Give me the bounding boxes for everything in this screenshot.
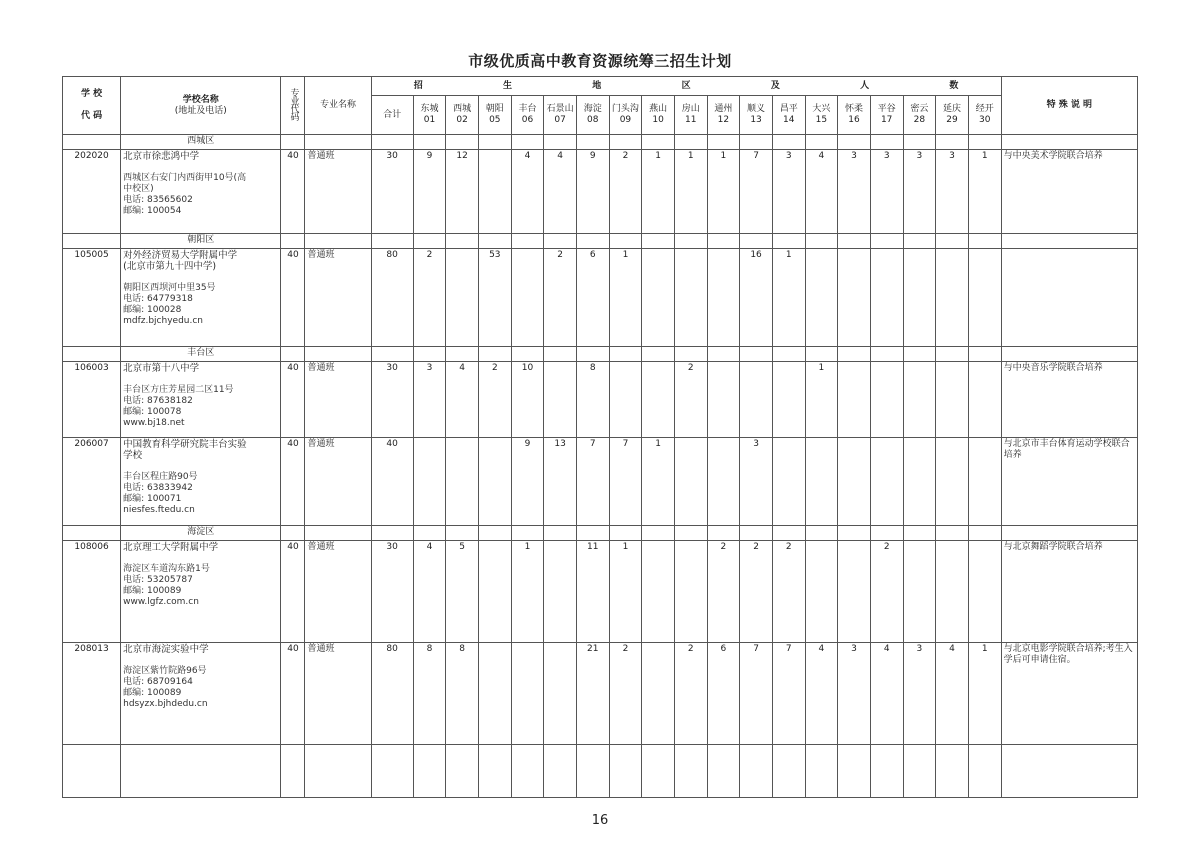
district-count: [870, 362, 903, 438]
district-count: 9: [511, 438, 544, 526]
district-name: 顺义: [747, 104, 766, 114]
district-count: 1: [642, 150, 675, 234]
district-count: 1: [805, 362, 838, 438]
district-count: [936, 438, 969, 526]
school-code: 106003: [63, 362, 121, 438]
district-name: 大兴: [812, 104, 831, 114]
admission-heading-char: 数: [949, 80, 959, 91]
school-row: [63, 438, 1138, 526]
district-count: 1: [707, 150, 740, 234]
school-row: [63, 362, 1138, 438]
school-row: [63, 541, 1138, 643]
district-name: 西城: [453, 104, 472, 114]
district-count: 2: [478, 362, 511, 438]
district-count: [642, 541, 675, 643]
address-line: 海淀区紫竹院路96号: [123, 666, 207, 676]
school-info: [121, 249, 281, 347]
total-count: 30: [371, 150, 413, 234]
school-code: 208013: [63, 643, 121, 745]
district-count: [903, 438, 936, 526]
school-code: 105005: [63, 249, 121, 347]
district-count: 6: [576, 249, 609, 347]
district-count: 1: [609, 541, 642, 643]
district-count: 8: [576, 362, 609, 438]
header-district: [642, 96, 675, 135]
header-district: [413, 96, 446, 135]
enrollment-plan-table: [62, 76, 1138, 798]
header-major-code: 专业代码: [281, 77, 305, 135]
district-code: 05: [489, 115, 501, 125]
address-line: 丰台区方庄芳星园二区11号: [123, 385, 234, 395]
district-code: 07: [554, 115, 566, 125]
district-code: 29: [946, 115, 958, 125]
district-count: 2: [413, 249, 446, 347]
school-code: 206007: [63, 438, 121, 526]
header-major-name: 专业名称: [305, 77, 371, 135]
district-count: 2: [609, 643, 642, 745]
school-name: 中国教育科学研究院丰台实验: [123, 439, 247, 450]
address-line: 邮编: 100089: [123, 586, 182, 596]
address-line: 电话: 63833942: [123, 483, 193, 493]
header-district: [707, 96, 740, 135]
header-district: [838, 96, 871, 135]
region-name: 西城区: [121, 135, 281, 150]
school-name: 北京理工大学附属中学: [123, 542, 219, 553]
total-count: 80: [371, 249, 413, 347]
district-count: 4: [413, 541, 446, 643]
district-count: [478, 150, 511, 234]
district-count: 1: [968, 643, 1001, 745]
district-count: 12: [446, 150, 479, 234]
district-count: [609, 362, 642, 438]
district-count: [707, 438, 740, 526]
district-count: 4: [870, 643, 903, 745]
district-name: 海淀: [583, 104, 602, 114]
header-district: [674, 96, 707, 135]
district-code: 10: [652, 115, 664, 125]
district-count: 53: [478, 249, 511, 347]
admission-heading-char: 人: [860, 80, 870, 91]
district-count: [968, 541, 1001, 643]
district-count: [674, 438, 707, 526]
address-line: www.lgfz.com.cn: [123, 597, 199, 607]
address-line: 西城区右安门内西街甲10号(高: [123, 173, 247, 183]
district-count: 2: [544, 249, 577, 347]
district-count: [903, 362, 936, 438]
district-code: 14: [782, 115, 795, 125]
district-count: 8: [413, 643, 446, 745]
district-count: 2: [609, 150, 642, 234]
header-district: [805, 96, 838, 135]
district-count: 6: [707, 643, 740, 745]
total-count: 30: [371, 541, 413, 643]
header-district: [576, 96, 609, 135]
address-line: 朝阳区西坝河中里35号: [123, 283, 216, 293]
header-row-1: [63, 77, 1138, 96]
district-name: 门头沟: [611, 104, 639, 114]
region-name: 丰台区: [121, 347, 281, 362]
district-count: 1: [511, 541, 544, 643]
district-count: 1: [772, 249, 805, 347]
district-count: 8: [446, 643, 479, 745]
admission-heading-char: 招: [413, 80, 423, 91]
district-count: 3: [903, 643, 936, 745]
district-count: [674, 249, 707, 347]
district-count: 3: [838, 643, 871, 745]
district-name: 房山: [681, 104, 700, 114]
district-code: 12: [717, 115, 730, 125]
school-name-line-2: (北京市第九十四中学): [123, 261, 217, 272]
special-note: 与北京舞蹈学院联合培养: [1001, 541, 1137, 643]
district-count: [413, 438, 446, 526]
total-count: 40: [371, 438, 413, 526]
district-count: 3: [936, 150, 969, 234]
district-count: 5: [446, 541, 479, 643]
total-count: 30: [371, 362, 413, 438]
district-count: [478, 541, 511, 643]
district-code: 30: [978, 115, 991, 125]
district-count: 1: [609, 249, 642, 347]
district-count: 3: [870, 150, 903, 234]
district-name: 朝阳: [485, 104, 504, 114]
district-count: [903, 541, 936, 643]
school-name: 对外经济贸易大学附属中学: [123, 250, 238, 261]
district-code: 06: [521, 115, 534, 125]
page-title: 市级优质高中教育资源统筹三招生计划: [468, 52, 732, 70]
address-line: hdsyzx.bjhdedu.cn: [123, 699, 208, 709]
region-row: [63, 347, 1138, 362]
district-code: 13: [750, 115, 762, 125]
major-code: 40: [281, 541, 305, 643]
district-count: [707, 362, 740, 438]
district-count: 7: [740, 150, 773, 234]
school-name: 北京市海淀实验中学: [123, 644, 209, 655]
district-count: 7: [576, 438, 609, 526]
header-total: 合计: [371, 96, 413, 135]
region-row: [63, 135, 1138, 150]
district-count: [968, 362, 1001, 438]
address-line: 邮编: 100028: [123, 305, 182, 315]
district-name: 延庆: [942, 104, 961, 114]
district-count: 4: [446, 362, 479, 438]
major-name: 普通班: [305, 249, 371, 347]
region-row: [63, 526, 1138, 541]
district-count: 2: [870, 541, 903, 643]
address-line: www.bj18.net: [123, 418, 185, 428]
district-name: 东城: [420, 104, 439, 114]
district-name: 石景山: [546, 104, 574, 114]
header-admission-area: [371, 77, 1001, 96]
district-count: [805, 438, 838, 526]
district-count: 2: [707, 541, 740, 643]
admission-heading-char: 生: [503, 80, 513, 91]
address-line: 电话: 68709164: [123, 677, 193, 687]
school-row: [63, 150, 1138, 234]
page-number: 16: [591, 813, 609, 828]
district-name: 通州: [714, 104, 733, 114]
district-count: [446, 249, 479, 347]
header-district: [870, 96, 903, 135]
district-count: 7: [772, 643, 805, 745]
district-count: 3: [413, 362, 446, 438]
district-count: 3: [838, 150, 871, 234]
address-line: 邮编: 100054: [123, 206, 182, 216]
header-district: [446, 96, 479, 135]
admission-heading-char: 地: [592, 80, 602, 91]
district-count: [446, 438, 479, 526]
district-count: [642, 362, 675, 438]
district-count: 1: [674, 150, 707, 234]
district-name: 丰台: [518, 104, 537, 114]
address-line: 邮编: 100089: [123, 688, 182, 698]
region-row: [63, 234, 1138, 249]
major-code: 40: [281, 643, 305, 745]
address-line: 中校区): [123, 184, 154, 194]
district-name: 怀柔: [845, 104, 864, 114]
school-code: 108006: [63, 541, 121, 643]
special-note: [1001, 249, 1137, 347]
district-count: [936, 249, 969, 347]
district-count: [674, 541, 707, 643]
district-count: [511, 643, 544, 745]
district-name: 平谷: [877, 104, 896, 114]
address-line: 丰台区程庄路90号: [123, 472, 198, 482]
district-count: [968, 249, 1001, 347]
district-count: [642, 643, 675, 745]
school-row: [63, 249, 1138, 347]
school-name-line-2: 学校: [123, 450, 143, 461]
header-school-code: 学 校 代 码: [63, 77, 121, 135]
district-count: 4: [805, 150, 838, 234]
header-district: [968, 96, 1001, 135]
district-count: [805, 249, 838, 347]
total-count: 80: [371, 643, 413, 745]
special-note: 与中央美术学院联合培养: [1001, 150, 1137, 234]
school-row: [63, 643, 1138, 745]
district-count: 11: [576, 541, 609, 643]
district-count: [903, 249, 936, 347]
district-count: [740, 362, 773, 438]
address-line: mdfz.bjchyedu.cn: [123, 316, 204, 326]
school-info: [121, 541, 281, 643]
district-name: 燕山: [649, 104, 668, 114]
address-line: 电话: 87638182: [123, 396, 193, 406]
address-line: 邮编: 100078: [123, 407, 182, 417]
special-note: 与北京市丰台体育运动学校联合培养: [1001, 438, 1137, 526]
major-name: 普通班: [305, 643, 371, 745]
address-line: 电话: 83565602: [123, 195, 193, 205]
district-count: [805, 541, 838, 643]
school-name: 北京市第十八中学: [123, 363, 200, 374]
district-count: [478, 438, 511, 526]
district-count: [870, 249, 903, 347]
district-count: [838, 249, 871, 347]
district-count: [544, 541, 577, 643]
special-note: 与北京电影学院联合培养;考生入学后可申请住宿。: [1001, 643, 1137, 745]
district-code: 17: [880, 115, 893, 125]
district-count: [936, 362, 969, 438]
district-count: 10: [511, 362, 544, 438]
district-count: 4: [544, 150, 577, 234]
filler-row: [63, 745, 1138, 798]
district-count: 16: [740, 249, 773, 347]
major-code: 40: [281, 249, 305, 347]
district-count: 4: [511, 150, 544, 234]
district-count: 7: [740, 643, 773, 745]
district-count: [544, 362, 577, 438]
district-count: 13: [544, 438, 577, 526]
district-count: 4: [805, 643, 838, 745]
major-code: 40: [281, 150, 305, 234]
district-name: 密云: [910, 104, 929, 114]
district-count: [642, 249, 675, 347]
district-count: 7: [609, 438, 642, 526]
district-count: [511, 249, 544, 347]
major-name: 普通班: [305, 438, 371, 526]
district-name: 经开: [975, 104, 994, 114]
district-count: 2: [674, 362, 707, 438]
header-school-name: 学校名称 (地址及电话): [121, 77, 281, 135]
school-name: 北京市徐悲鸿中学: [123, 151, 200, 162]
region-name: 海淀区: [121, 526, 281, 541]
district-code: 01: [423, 115, 436, 125]
header-district: [544, 96, 577, 135]
district-count: 9: [413, 150, 446, 234]
district-count: [838, 438, 871, 526]
school-info: [121, 643, 281, 745]
address-line: 邮编: 100071: [123, 494, 182, 504]
district-code: 28: [913, 115, 926, 125]
district-code: 08: [587, 115, 599, 125]
district-count: 3: [740, 438, 773, 526]
district-count: [838, 541, 871, 643]
school-info: [121, 438, 281, 526]
address-line: niesfes.ftedu.cn: [123, 505, 195, 515]
school-info: [121, 150, 281, 234]
district-count: [936, 541, 969, 643]
district-code: 02: [456, 115, 468, 125]
district-count: 2: [772, 541, 805, 643]
district-code: 09: [619, 115, 632, 125]
district-count: [772, 438, 805, 526]
district-count: [478, 643, 511, 745]
district-code: 16: [848, 115, 860, 125]
district-count: [968, 438, 1001, 526]
header-district: [609, 96, 642, 135]
district-count: [870, 438, 903, 526]
major-code: 40: [281, 438, 305, 526]
major-name: 普通班: [305, 362, 371, 438]
address-line: 电话: 64779318: [123, 294, 193, 304]
district-code: 11: [685, 115, 697, 125]
district-count: 2: [674, 643, 707, 745]
district-count: 3: [903, 150, 936, 234]
address-line: 海淀区车道沟东路1号: [123, 564, 210, 574]
major-name: 普通班: [305, 541, 371, 643]
school-code: 202020: [63, 150, 121, 234]
region-name: 朝阳区: [121, 234, 281, 249]
district-count: [838, 362, 871, 438]
district-count: [544, 643, 577, 745]
header-district: [903, 96, 936, 135]
district-count: 9: [576, 150, 609, 234]
district-count: [772, 362, 805, 438]
address-line: 电话: 53205787: [123, 575, 193, 585]
header-district: [511, 96, 544, 135]
major-name: 普通班: [305, 150, 371, 234]
district-count: 21: [576, 643, 609, 745]
district-count: 1: [968, 150, 1001, 234]
district-count: [707, 249, 740, 347]
district-count: 3: [772, 150, 805, 234]
header-district: [936, 96, 969, 135]
admission-heading-char: 区: [681, 80, 691, 91]
header-district: [478, 96, 511, 135]
school-info: [121, 362, 281, 438]
admission-heading-char: 及: [770, 80, 780, 91]
major-code: 40: [281, 362, 305, 438]
district-name: 昌平: [779, 104, 798, 114]
district-count: 2: [740, 541, 773, 643]
district-count: 1: [642, 438, 675, 526]
header-district: [740, 96, 773, 135]
header-special-note: 特 殊 说 明: [1001, 77, 1137, 135]
district-code: 15: [815, 115, 828, 125]
header-district: [772, 96, 805, 135]
district-count: 4: [936, 643, 969, 745]
special-note: 与中央音乐学院联合培养: [1001, 362, 1137, 438]
